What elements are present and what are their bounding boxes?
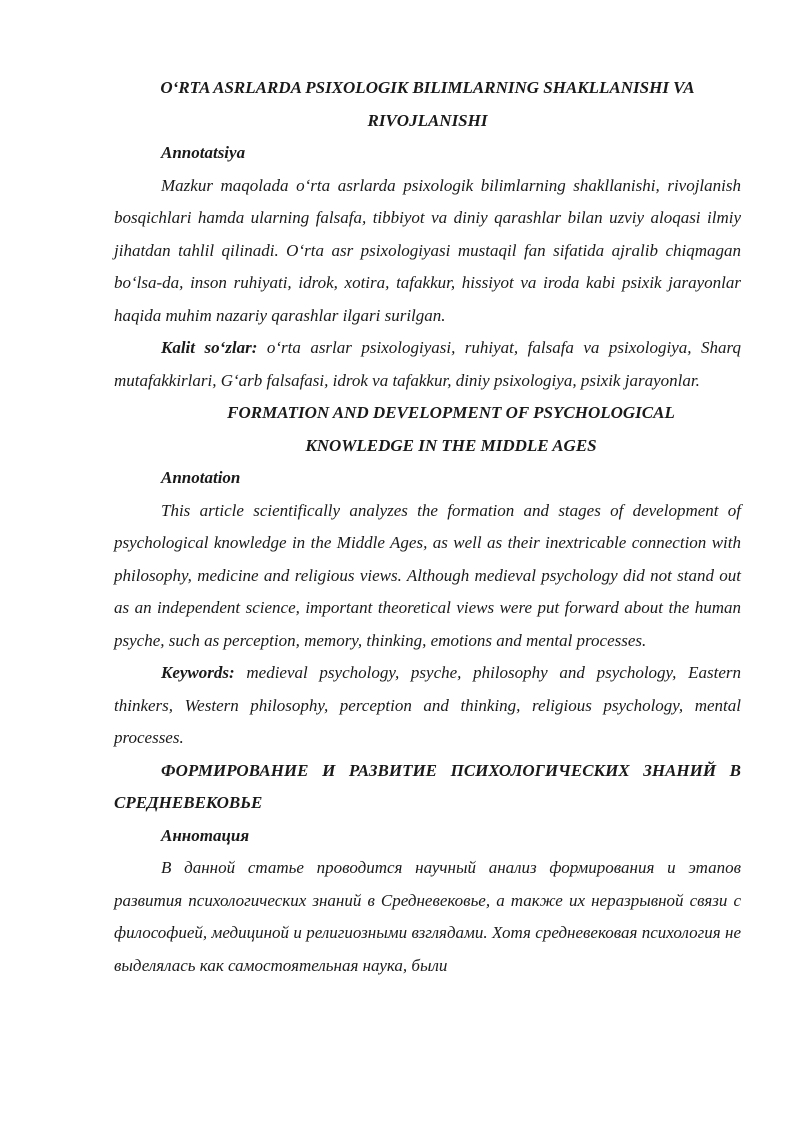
en-title: [114, 397, 741, 462]
en-title-line1: FORMATION AND DEVELOPMENT OF PSYCHOLOGICAL: [227, 403, 675, 422]
ru-annotation-heading: Аннотация: [161, 825, 250, 845]
en-keywords: [114, 657, 741, 755]
uz-annotation-heading: Annotatsiya: [161, 143, 246, 162]
ru-annotation-text: В данной статье проводится научный анализ формирования и этапов развития психологических знаний в Средневековье, а также их неразрывной связи с философией, медициной и религиозными взглядами. Хотя средневековая психология не выделялась как самостоятельная наука, были: [114, 858, 741, 975]
en-annotation-text: This article scientifically analyzes the formation and stages of development of psychological knowledge in the Middle Ages, as well as their inextricable connection with philosophy, medicine and religious views. Although medieval psychology did not stand out as an independent science, important theoretical views were put forward about the human psyche, such as perception, memory, thinking, emotions and mental processes.: [114, 500, 741, 650]
en-title-line2: KNOWLEDGE IN THE MIDDLE AGES: [305, 435, 597, 455]
ru-title-text: ФОРМИРОВАНИЕ И РАЗВИТИЕ ПСИХОЛОГИЧЕСКИХ ЗНАНИЙ В СРЕДНЕВЕКОВЬЕ: [114, 760, 741, 812]
en-keywords-text: medieval psychology, psyche, philosophy and psychology, Eastern thinkers, Western philosophy, perception and thinking, religious psychology, mental processes.: [114, 663, 741, 747]
uz-keywords: [114, 332, 741, 397]
en-annotation-heading: Annotation: [161, 468, 241, 487]
page-content: [114, 72, 741, 982]
uz-annotation-text: Mazkur maqolada o‘rta asrlarda psixologik bilimlarning shakllanishi, rivojlanish bosqichlari hamda ularning falsafa, tibbiyot va diniy qarashlar bilan uzviy aloqasi ilmiy jihatdan tahlil qilinadi. O‘rta asr psixologiyasi mustaqil fan sifatida ajralib chiqmagan bo‘lsa-da, inson ruhiyati, idrok, xotira, tafakkur, hissiyot va iroda kabi psixik jarayonlar haqida muhim nazariy qarashlar ilgari surilgan.: [114, 175, 741, 325]
en-keywords-label: Keywords:: [161, 663, 235, 682]
uz-title-line2: RIVOJLANISHI: [367, 110, 488, 130]
ru-title: [114, 755, 741, 820]
uz-title: [114, 72, 741, 137]
uz-title-line1: O‘RTA ASRLARDA PSIXOLOGIK BILIMLARNING SHAKLLANISHI VA: [160, 78, 695, 97]
uz-keywords-text: o‘rta asrlar psixologiyasi, ruhiyat, falsafa va psixologiya, Sharq mutafakkirlari, G‘arb falsafasi, idrok va tafakkur, diniy psixologiya, psixik jarayonlar.: [114, 338, 741, 390]
uz-keywords-label: Kalit so‘zlar:: [161, 338, 258, 357]
